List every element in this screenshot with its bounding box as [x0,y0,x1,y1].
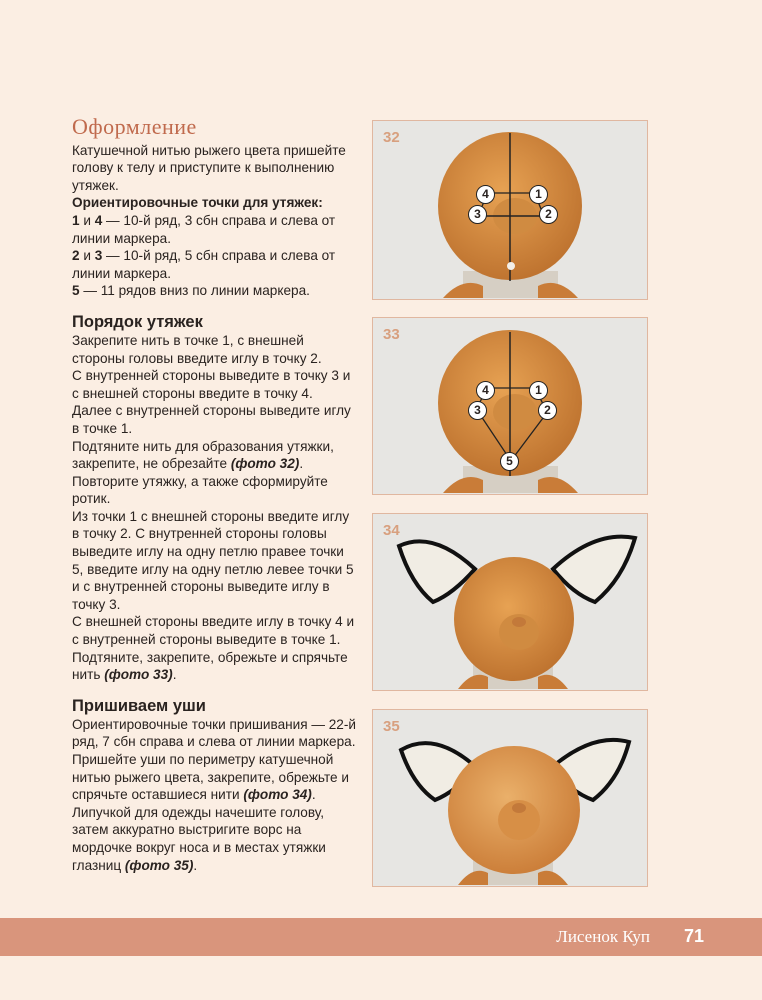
points-heading: Ориентировочные точки для утяжек: [72,195,323,211]
page-footer [0,918,762,956]
ushi-step-2: Пришейте уши по периметру катушечной нитью рыжего цвета, закрепите, обрежьте и спрячьте оставшиеся нити (фото 34). [72,752,349,803]
text-column [72,114,357,874]
poryadok-step-7: С внешней стороны введите иглу в точку 4 и с внутренней стороны выведите в точке 1. Подтяните, закрепите, обрежьте и спрячьте нить (фото 33). [72,614,355,683]
marker-2: 2 [539,205,558,224]
photo-number: 35 [383,718,400,735]
poryadok-step-2: С внутренней стороны выведите в точку 3 и с внешней стороны введите в точку 4. [72,368,351,401]
poryadok-step-4: Подтяните нить для образования утяжки, закрепите, не обрезайте (фото 32). [72,438,334,472]
photo-32 [372,120,648,300]
page-number: 71 [683,926,704,946]
marker-1: 1 [529,185,548,204]
book-title: Лисенок Куп [556,927,650,946]
section-title-ushi: Пришиваем уши [72,696,206,715]
marker-2: 2 [538,401,557,420]
marker-3: 3 [468,401,487,420]
poryadok-step-5: Повторите утяжку, а также сформируйте ротик. [72,473,328,507]
marker-3: 3 [468,205,487,224]
poryadok-step-1: Закрепите нить в точке 1, с внешней стороны головы введите иглу в точку 2. [72,332,322,366]
photo-34 [372,513,648,691]
point-1-4: 1 и 4 — 10-й ряд, 3 сбн справа и слева от линии маркера. [72,212,336,246]
poryadok-step-3: Далее с внутренней стороны выведите иглу в точке 1. [72,403,351,436]
photo-35 [372,709,648,887]
point-2-3: 2 и 3 — 10-й ряд, 5 сбн справа и слева от линии маркера. [72,248,336,281]
marker-4: 4 [476,185,495,204]
photo-number: 32 [383,129,400,146]
intro-paragraph: Катушечной нитью рыжего цвета пришейте голову к телу и приступите к выполнению утяжек. [72,142,346,193]
marker-4: 4 [476,381,495,400]
ushi-step-1: Ориентировочные точки пришивания — 22-й ряд, 7 сбн справа и слева от линии маркера. [72,716,356,750]
section-title-oformlenie: Оформление [72,114,197,139]
photo-33 [372,317,648,495]
poryadok-step-6: Из точки 1 с внешней стороны введите иглу в точку 2. С внутренней стороны головы выведите иглу на одну петлю правее точки 5, введите иглу на одну петлю левее точки 5 и с внутренней стороны выведите иглу в точку 3. [72,508,354,612]
section-title-poryadok: Порядок утяжек [72,312,203,331]
point-5: 5 — 11 рядов вниз по линии маркера. [72,283,310,299]
ushi-step-3: Липучкой для одежды начешите голову, затем аккуратно выстригите ворс на мордочке вокруг носа и в местах утяжки глазниц (фото 35). [72,804,326,873]
marker-1: 1 [529,381,548,400]
photo-number: 34 [383,522,400,539]
marker-5: 5 [500,452,519,471]
photo-number: 33 [383,326,400,343]
